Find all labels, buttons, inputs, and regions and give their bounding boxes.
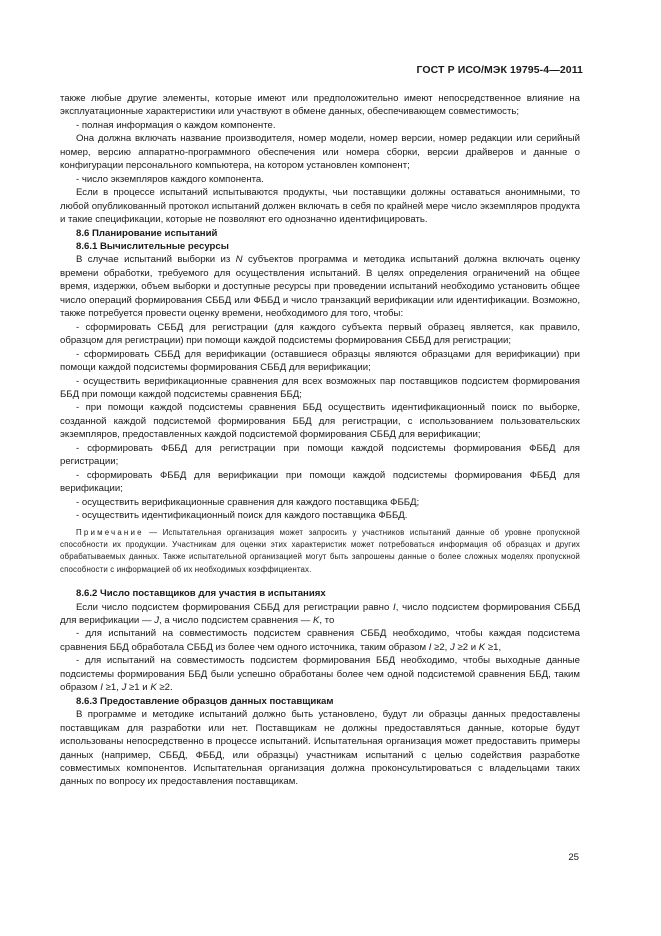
list-item: - осуществить верификационные сравнения для каждого поставщика ФББД; bbox=[76, 496, 420, 508]
section-heading-8-6: 8.6 Планирование испытаний bbox=[76, 227, 218, 239]
paragraph: также любые другие элементы, которые имеют или предположительно имеют непосредственное влияние на эксплуатационные характеристики или участвуют в обмене данных, обеспечивающем совместимость; bbox=[60, 93, 580, 118]
list-item: - осуществить верификационные сравнения для всех возможных пар поставщиков подсистем формирования ББД при помощи каждой подсистемы сравнения ББД; bbox=[60, 375, 580, 400]
paragraph: Если в процессе испытаний испытываются продукты, чьи поставщики должны оставаться анонимными, то любой опубликованный протокол испытаний должен включать в себя по крайней мере число экземпляров продукта и такие спецификации, которые не позволяют его однозначно идентифицировать. bbox=[60, 187, 580, 226]
section-heading-8-6-2: 8.6.2 Число поставщиков для участия в испытаниях bbox=[76, 588, 326, 600]
paragraph: В случае испытаний выборки из N субъектов программа и методика испытаний должна включать оценку времени обработки, требуемого для осуществления испытаний. В целях определения ограничений на общее время, издержки, объем выборки и доступные ресурсы при проведении испытаний необходимо установить общее число операций формирования СББД или ФББД и число транзакций верификации или идентификации. Возможно, также потребуется провести оценку времени, необходимого для того, чтобы: bbox=[60, 254, 580, 320]
page-number: 25 bbox=[568, 852, 579, 863]
list-item: - осуществить идентификационный поиск для каждого поставщика ФББД. bbox=[76, 510, 408, 522]
list-item: - сформировать СББД для верификации (оставшиеся образцы являются образцами для верификации) при помощи каждой подсистемы формирования СББД для верификации; bbox=[60, 348, 580, 374]
list-item: - сформировать ФББД для регистрации при помощи каждой подсистемы формирования ФББД для регистрации; bbox=[60, 442, 580, 468]
note-text: — Испытательная организация может запросить у участников испытаний данные об уровне пропускной способности их продукции. Участникам для оценки этих характеристик может потребоваться информация об образцах и других обрабатываемых данных. Также испытательной организацией могут быть запрошены данные о более сложных моделях пропускной способности с информацией об их необходимых коэффициентах. bbox=[60, 527, 580, 574]
list-item: - полная информация о каждом компоненте. bbox=[76, 119, 276, 131]
section-heading-8-6-3: 8.6.3 Предоставление образцов данных поставщикам bbox=[76, 695, 334, 707]
document-header: ГОСТ Р ИСО/МЭК 19795-4—2011 bbox=[416, 64, 583, 76]
list-item: - сформировать СББД для регистрации (для каждого субъекта первый образец является, как правило, образцом для регистрации) при помощи каждой подсистемы формирования СББД для регистрации; bbox=[60, 321, 580, 347]
page-body bbox=[60, 92, 580, 789]
paragraph: Если число подсистем формирования СББД для регистрации равно I, число подсистем формирования СББД для верификации — J, а число подсистем сравнения — K, то bbox=[60, 601, 580, 627]
paragraph: Она должна включать название производителя, номер модели, номер версии, номер редакции или серийный номер, версию аппаратно-программного обеспечения или номера сборки, версии драйверов и данные о конфигурации персонального компьютера, на котором установлен компонент; bbox=[60, 133, 580, 172]
paragraph: В программе и методике испытаний должно быть установлено, будут ли образцы данных предоставлены поставщикам для разработки или нет. Поставщикам не должны предоставляться данные, которые будут использованы непосредственно в процессе испытаний. Испытательная организация может предоставить примеры данных (например, СББД, ФББД, или образцы) участникам испытаний с целью содействия разработке совместимых компонентов. Испытательная организация должна проконсультироваться с владельцами таких данных по вопросу их предоставления поставщикам. bbox=[60, 709, 580, 788]
list-item: - для испытаний на совместимость подсистем формирования ББД необходимо, чтобы выходные данные подсистемы формирования ББД были успешно обработаны более чем одной подсистемой сравнения ББД, таким образом I ≥1, J ≥1 и K ≥2. bbox=[60, 655, 580, 694]
note bbox=[60, 527, 580, 577]
section-heading-8-6-1: 8.6.1 Вычислительные ресурсы bbox=[76, 240, 229, 252]
list-item: - сформировать ФББД для верификации при помощи каждой подсистемы формирования ФББД для верификации; bbox=[60, 469, 580, 495]
list-item: - при помощи каждой подсистемы сравнения ББД осуществить идентификационный поиск по выборке, созданной каждой подсистемой формирования ББД для регистрации, с использованием пользовательских экземпляров, предоставленных каждой подсистемой формирования СББД для верификации; bbox=[60, 402, 580, 441]
note-label: Примечание bbox=[76, 527, 144, 537]
list-item: - число экземпляров каждого компонента. bbox=[76, 173, 264, 185]
list-item: - для испытаний на совместимость подсистем сравнения СББД необходимо, чтобы каждая подсистема сравнения ББД обработала СББД из более чем одного источника, таким образом I ≥2, J ≥2 и K ≥1, bbox=[60, 628, 580, 653]
